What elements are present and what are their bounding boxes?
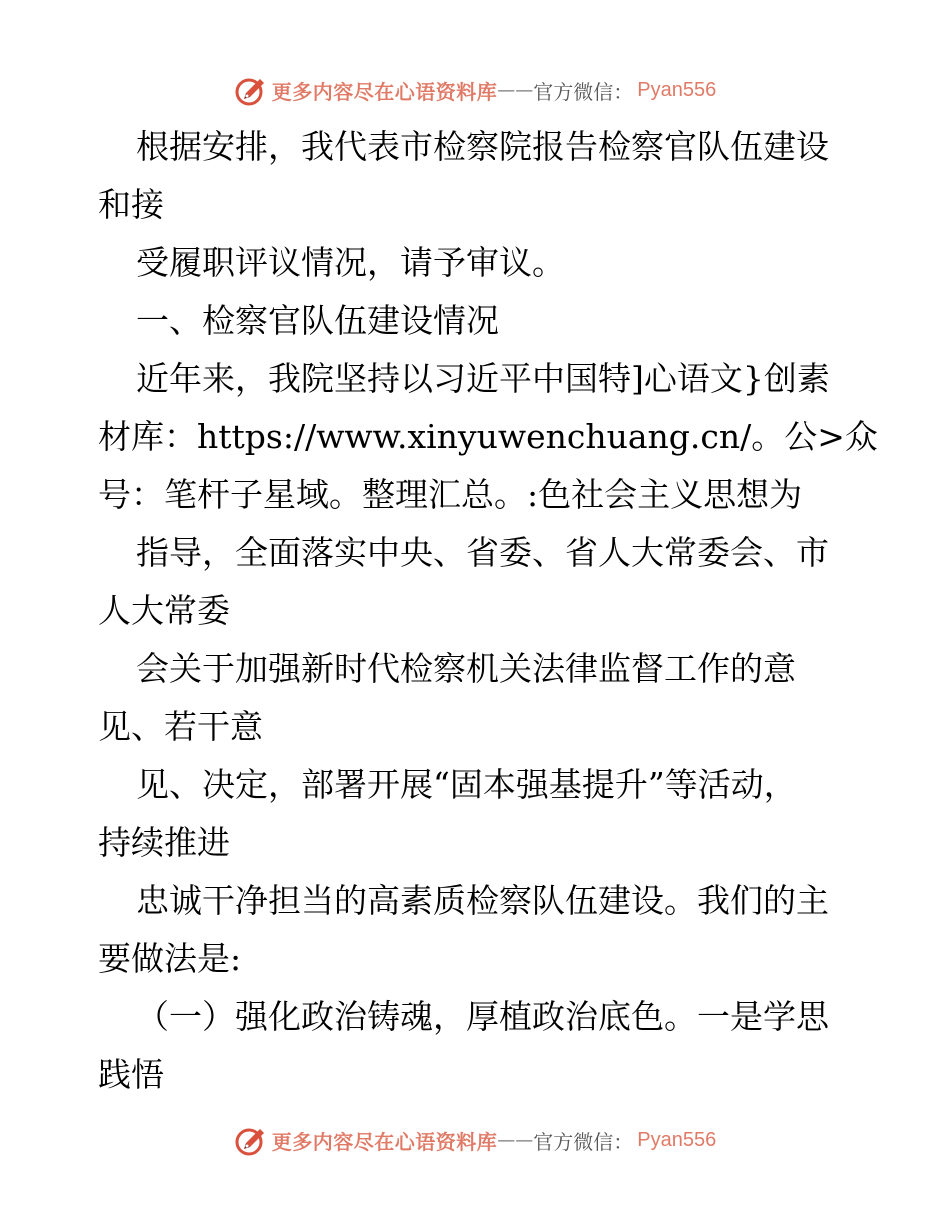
text-line: 持续推进 <box>98 823 230 862</box>
banner-dash: —— <box>497 1129 534 1151</box>
subsection-heading: （一）强化政治铸魂，厚植政治底色。一是学思 <box>136 997 829 1036</box>
footer-banner <box>0 1120 950 1160</box>
text-line: 近年来，我院坚持以习近平中国特]心语文}创素 <box>136 359 830 398</box>
text-line: 践悟 <box>98 1055 164 1094</box>
banner-wechat-label: 官方微信： <box>533 79 634 104</box>
banner-wechat-id: Pyan556 <box>637 78 717 101</box>
banner-dash: —— <box>497 79 534 101</box>
text-line: 根据安排，我代表市检察院报告检察官队伍建设 <box>136 127 829 166</box>
text-line: 要做法是: <box>98 939 242 978</box>
text-line: 指导，全面落实中央、省委、省人大常委会、市 <box>136 533 829 572</box>
banner-tagline: 更多内容尽在心语资料库 <box>271 1129 498 1154</box>
text-line: 材库：https://www.xinyuwenchuang.cn/。公>众 <box>98 417 878 456</box>
text-line: 见、决定，部署开展“固本强基提升”等活动， <box>136 765 797 804</box>
section-heading: 一、检察官队伍建设情况 <box>136 301 499 340</box>
pen-nib-logo-icon <box>234 1123 268 1157</box>
text-line: 号：笔杆子星域。整理汇总。:色社会主义思想为 <box>98 475 803 514</box>
header-banner <box>0 70 950 110</box>
banner-wechat-label: 官方微信： <box>533 1129 634 1154</box>
text-line: 受履职评议情况，请予审议。 <box>136 243 565 282</box>
text-line: 见、若干意 <box>98 707 263 746</box>
pen-nib-logo-icon <box>234 73 268 107</box>
document-body <box>98 118 878 1104</box>
text-line: 人大常委 <box>98 591 230 630</box>
text-line: 和接 <box>98 185 164 224</box>
text-line: 忠诚干净担当的高素质检察队伍建设。我们的主 <box>136 881 829 920</box>
banner-tagline: 更多内容尽在心语资料库 <box>271 79 498 104</box>
banner-wechat-id: Pyan556 <box>637 1128 717 1151</box>
text-line: 会关于加强新时代检察机关法律监督工作的意 <box>136 649 796 688</box>
